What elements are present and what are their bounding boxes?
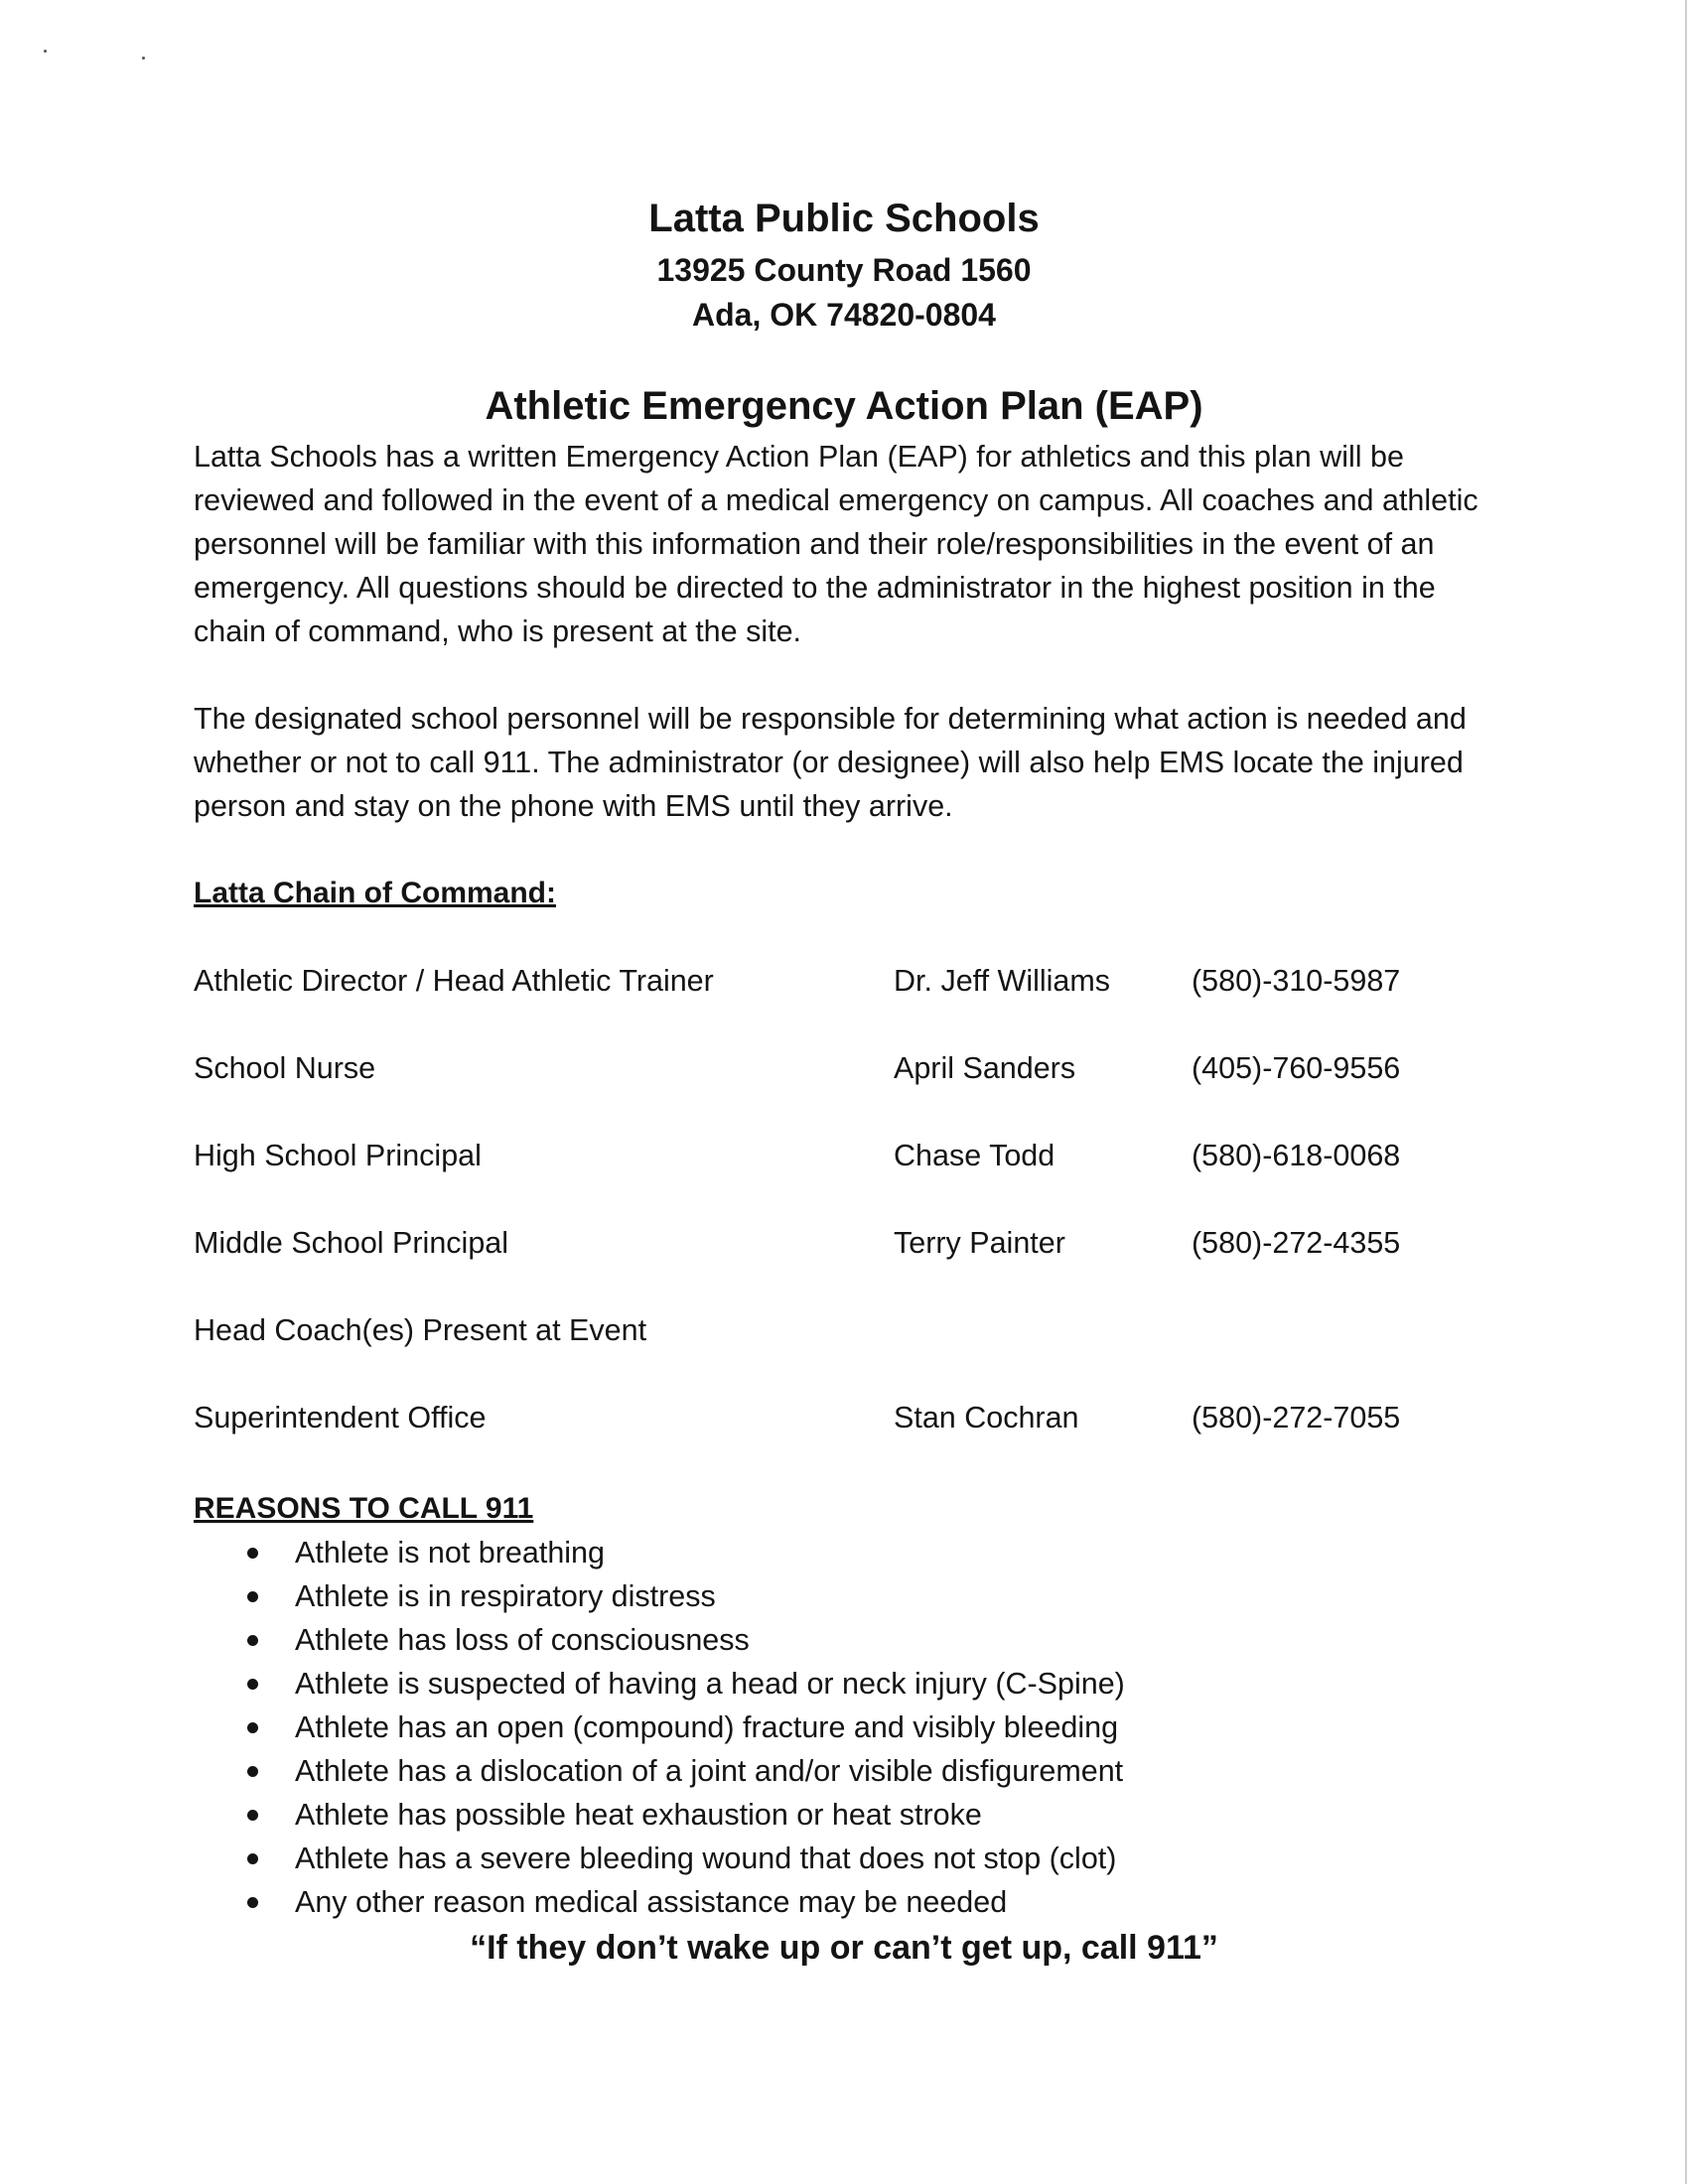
command-row: [0, 1396, 1688, 1439]
command-phone: (580)-618-0068: [1192, 1139, 1401, 1172]
reason-item: [243, 1574, 1125, 1618]
command-row: [0, 1308, 1688, 1352]
reason-item: [243, 1749, 1125, 1793]
reason-text: Athlete is not breathing: [295, 1536, 605, 1570]
bullet-icon: [247, 1635, 258, 1646]
bullet-icon: [247, 1548, 258, 1559]
bullet-icon: [247, 1722, 258, 1733]
command-phone: (580)-272-4355: [1192, 1226, 1401, 1260]
plan-title: Athletic Emergency Action Plan (EAP): [485, 384, 1203, 428]
command-phone: (580)-272-7055: [1192, 1401, 1401, 1434]
bullet-icon: [247, 1679, 258, 1690]
reason-item: [243, 1837, 1125, 1880]
chain-of-command-heading: Latta Chain of Command:: [194, 877, 556, 909]
bullet-icon: [247, 1591, 258, 1602]
closing-quote: “If they don’t wake up or can’t get up, call 911”: [470, 1929, 1218, 1967]
command-name: Dr. Jeff Williams: [894, 964, 1111, 998]
command-role: High School Principal: [194, 1139, 482, 1172]
reason-text: Athlete has possible heat exhaustion or heat stroke: [295, 1798, 982, 1832]
reason-text: Athlete has an open (compound) fracture and visibly bleeding: [295, 1710, 1119, 1744]
reason-item: [243, 1662, 1125, 1706]
bullet-icon: [247, 1897, 258, 1908]
school-name: Latta Public Schools: [648, 197, 1040, 240]
reason-text: Athlete has a severe bleeding wound that does not stop (clot): [295, 1842, 1117, 1875]
command-phone: (405)-760-9556: [1192, 1051, 1401, 1085]
address-line-1: 13925 County Road 1560: [656, 252, 1032, 288]
command-role: Middle School Principal: [194, 1226, 509, 1260]
command-name: Terry Painter: [894, 1226, 1065, 1260]
command-name: Chase Todd: [894, 1139, 1055, 1172]
command-role: Athletic Director / Head Athletic Trainer: [194, 964, 714, 998]
scan-speck: [142, 57, 145, 60]
reason-text: Athlete has a dislocation of a joint and/or visible disfigurement: [295, 1754, 1124, 1788]
command-phone: (580)-310-5987: [1192, 964, 1401, 998]
command-name: April Sanders: [894, 1051, 1076, 1085]
intro-paragraph: Latta Schools has a written Emergency Action Plan (EAP) for athletics and this plan will be reviewed and followed in the event of a medical emergency on campus. All coaches and athletic personnel will be familiar with this information and their role/responsibilities in the event of an emergency. All questions should be directed to the administrator in the highest position in the chain of command, who is present at the site.: [194, 440, 1478, 648]
reasons-list: [243, 1531, 1125, 1924]
reason-item: [243, 1618, 1125, 1662]
reason-item: [243, 1793, 1125, 1837]
command-role: School Nurse: [194, 1051, 376, 1085]
reason-item: [243, 1880, 1125, 1924]
bullet-icon: [247, 1766, 258, 1777]
reason-text: Any other reason medical assistance may be needed: [295, 1885, 1008, 1919]
reason-text: Athlete is in respiratory distress: [295, 1579, 716, 1613]
reason-item: [243, 1531, 1125, 1574]
command-row: [0, 959, 1688, 1003]
reasons-heading: REASONS TO CALL 911: [194, 1492, 534, 1525]
reason-item: [243, 1706, 1125, 1749]
reason-text: Athlete has loss of consciousness: [295, 1623, 750, 1657]
command-row: [0, 1134, 1688, 1177]
bullet-icon: [247, 1853, 258, 1864]
command-role: Superintendent Office: [194, 1401, 487, 1434]
command-role: Head Coach(es) Present at Event: [194, 1313, 647, 1347]
address-line-2: Ada, OK 74820-0804: [692, 297, 996, 333]
command-name: Stan Cochran: [894, 1401, 1079, 1434]
command-row: [0, 1221, 1688, 1265]
reason-text: Athlete is suspected of having a head or neck injury (C-Spine): [295, 1667, 1125, 1701]
scan-speck: [44, 50, 47, 53]
command-row: [0, 1046, 1688, 1090]
responsibility-paragraph: The designated school personnel will be responsible for determining what action is needed and whether or not to call 911. The administrator (or designee) will also help EMS locate the injured person and stay on the phone with EMS until they arrive.: [194, 702, 1467, 823]
bullet-icon: [247, 1810, 258, 1821]
